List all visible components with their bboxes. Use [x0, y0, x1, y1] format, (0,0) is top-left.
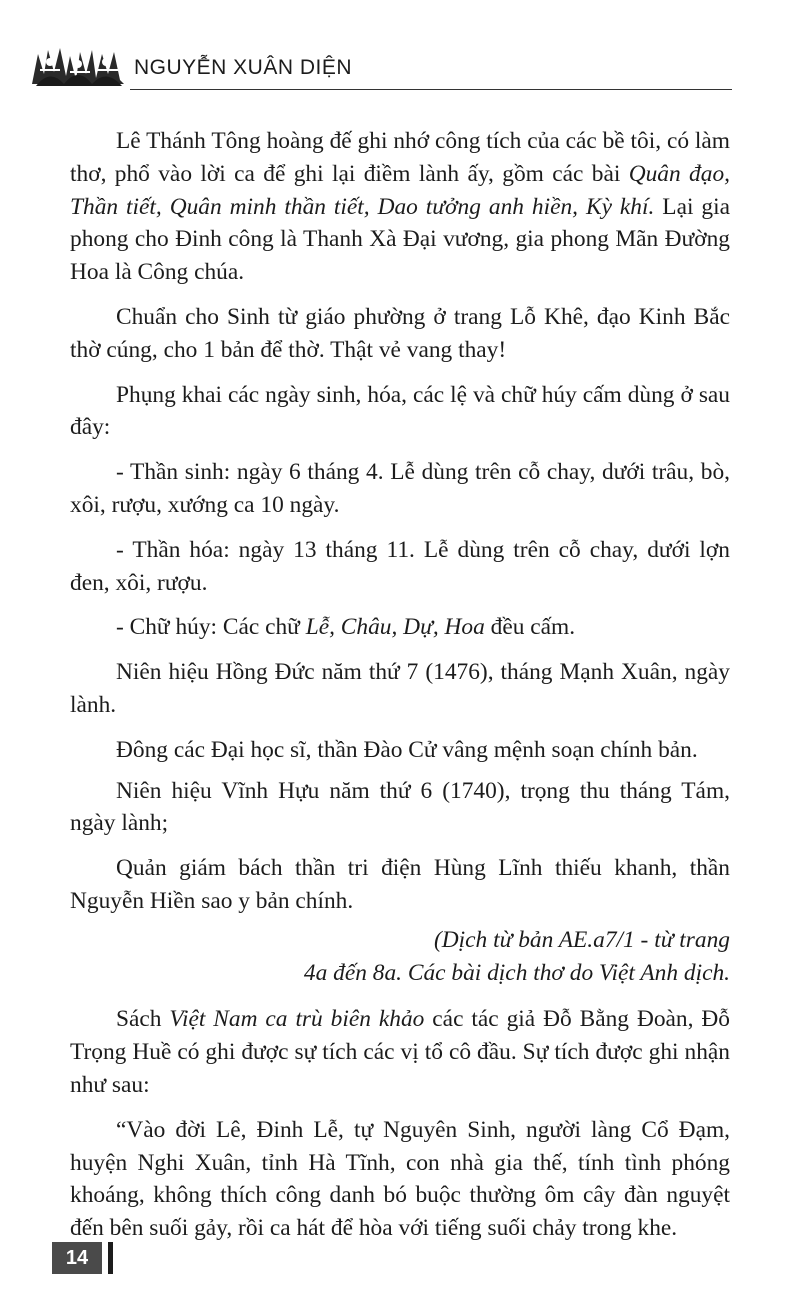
paragraph-11-text: Sách: [116, 1006, 170, 1033]
paragraph-6-text-end: đều cấm.: [484, 614, 576, 641]
citation: [70, 924, 730, 990]
ornamental-dragon-logo-icon: [30, 44, 126, 88]
paragraph-8: Đông các Đại học sĩ, thần Đào Cử vâng mệnh soạn chính bản.: [116, 736, 698, 763]
taboo-words: Lễ, Châu, Dự, Hoa: [305, 614, 485, 641]
paragraph-7: Niên hiệu Hồng Đức năm thứ 7 (1476), tháng Mạnh Xuân, ngày lành.: [70, 659, 730, 718]
paragraph-3: Phụng khai các ngày sinh, hóa, các lệ và chữ húy cấm dùng ở sau đây:: [70, 381, 730, 441]
poem-titles: Quân đạo, Thần tiết, Quân minh thần tiết, Dao tưởng anh hiền, Kỳ khí.: [70, 160, 730, 220]
paragraph-6-text: - Chữ húy: Các chữ: [116, 614, 306, 641]
page-number: 14: [52, 1242, 102, 1274]
book-title: Việt Nam ca trù biên khảo: [169, 1006, 425, 1033]
paragraph-6: [70, 611, 730, 644]
page-body: [70, 125, 730, 1257]
paragraph-1-text-end: Lại gia phong cho Đinh công là Thanh Xà Đại vương, gia phong Mãn Đường Hoa là Công chúa.: [70, 193, 730, 286]
page-number-bar: [108, 1242, 113, 1274]
paragraph-1-text: Lê Thánh Tông hoàng đế ghi nhớ công tích của các bề tôi, có làm thơ, phổ vào lời ca để ghi lại điềm lành ấy, gồm các bài: [70, 128, 730, 187]
paragraph-11-text-end: các tác giả Đỗ Bằng Đoàn, Đỗ Trọng Huề có ghi được sự tích các vị tổ cô đầu. Sự tích được ghi nhận như sau:: [70, 1006, 730, 1098]
paragraph-10: Quản giám bách thần tri điện Hùng Lĩnh thiếu khanh, thần Nguyễn Hiền sao y bản chính.: [70, 855, 730, 914]
citation-line-1: (Dịch từ bản AE.a7/1 - từ trang: [433, 926, 730, 953]
paragraph-12: “Vào đời Lê, Đinh Lễ, tự Nguyên Sinh, người làng Cổ Đạm, huyện Nghi Xuân, tỉnh Hà Tĩnh, con nhà gia thế, tính tình phóng khoáng, không thích công danh bó buộc thường ôm cây đàn nguyệt đến bên suối gảy, rồi ca hát để hòa với tiếng suối chảy trong khe.: [70, 1116, 730, 1242]
header-divider: [130, 89, 732, 90]
running-head-author: NGUYỄN XUÂN DIỆN: [134, 56, 353, 79]
paragraph-1: [70, 125, 730, 289]
paragraph-9: Niên hiệu Vĩnh Hựu năm thứ 6 (1740), trọng thu tháng Tám, ngày lành;: [70, 777, 730, 837]
page-header: [30, 38, 732, 94]
citation-line-2: 4a đến 8a. Các bài dịch thơ do Việt Anh dịch.: [303, 959, 730, 986]
paragraph-5: - Thần hóa: ngày 13 tháng 11. Lễ dùng trên cỗ chay, dưới lợn đen, xôi, rượu.: [70, 536, 730, 596]
paragraph-2: Chuẩn cho Sinh từ giáo phường ở trang Lỗ Khê, đạo Kinh Bắc thờ cúng, cho 1 bản để thờ. Thật vẻ vang thay!: [70, 303, 730, 363]
paragraph-4: - Thần sinh: ngày 6 tháng 4. Lễ dùng trên cỗ chay, dưới trâu, bò, xôi, rượu, xướng ca 10 ngày.: [70, 459, 730, 518]
paragraph-11: [70, 1003, 730, 1101]
